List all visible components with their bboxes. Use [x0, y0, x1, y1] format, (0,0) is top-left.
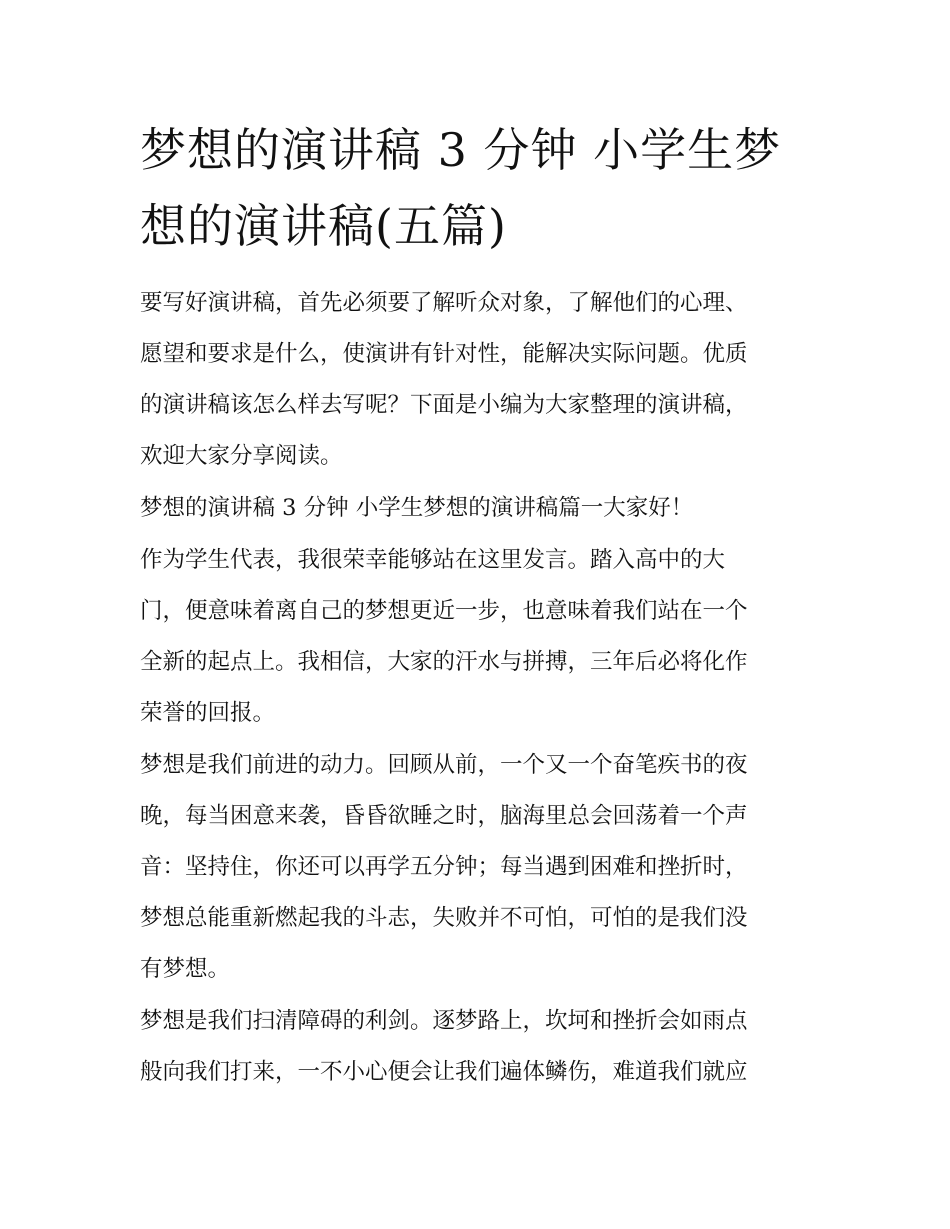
document-title	[140, 112, 820, 264]
paragraph-body	[140, 996, 820, 1098]
text-line: 门，便意味着离自己的梦想更近一步，也意味着我们站在一个	[140, 598, 748, 624]
paragraph-body	[140, 740, 820, 995]
text-line: 的演讲稿该怎么样去写呢？下面是小编为大家整理的演讲稿，	[140, 392, 748, 418]
document-body	[140, 278, 820, 1099]
text-line: 音：坚持住，你还可以再学五分钟；每当遇到困难和挫折时，	[140, 854, 748, 880]
title-line: 想的演讲稿(五篇)	[140, 199, 507, 253]
text-line: 愿望和要求是什么，使演讲有针对性，能解决实际问题。优质	[140, 341, 748, 367]
text-line: 要写好演讲稿，首先必须要了解听众对象，了解他们的心理、	[140, 290, 748, 316]
text-line: 梦想是我们前进的动力。回顾从前，一个又一个奋笔疾书的夜	[140, 752, 748, 778]
paragraph-section-heading	[140, 483, 820, 534]
text-line: 梦想是我们扫清障碍的利剑。逐梦路上，坎坷和挫折会如雨点	[140, 1008, 748, 1034]
text-line: 荣誉的回报。	[140, 700, 276, 726]
text-line: 有梦想。	[140, 956, 231, 982]
title-line: 梦想的演讲稿 3 分钟 小学生梦	[140, 123, 782, 177]
text-line: 梦想总能重新燃起我的斗志，失败并不可怕，可怕的是我们没	[140, 905, 748, 931]
text-line: 梦想的演讲稿 3 分钟 小学生梦想的演讲稿篇一大家好！	[140, 495, 694, 521]
text-line: 全新的起点上。我相信，大家的汗水与拼搏，三年后必将化作	[140, 649, 748, 675]
text-line: 晚，每当困意来袭，昏昏欲睡之时，脑海里总会回荡着一个声	[140, 803, 748, 829]
paragraph-intro	[140, 278, 820, 482]
text-line: 作为学生代表，我很荣幸能够站在这里发言。踏入高中的大	[140, 547, 726, 573]
text-line: 欢迎大家分享阅读。	[140, 443, 343, 469]
paragraph-body	[140, 535, 820, 739]
text-line: 般向我们打来，一不小心便会让我们遍体鳞伤，难道我们就应	[140, 1059, 748, 1085]
